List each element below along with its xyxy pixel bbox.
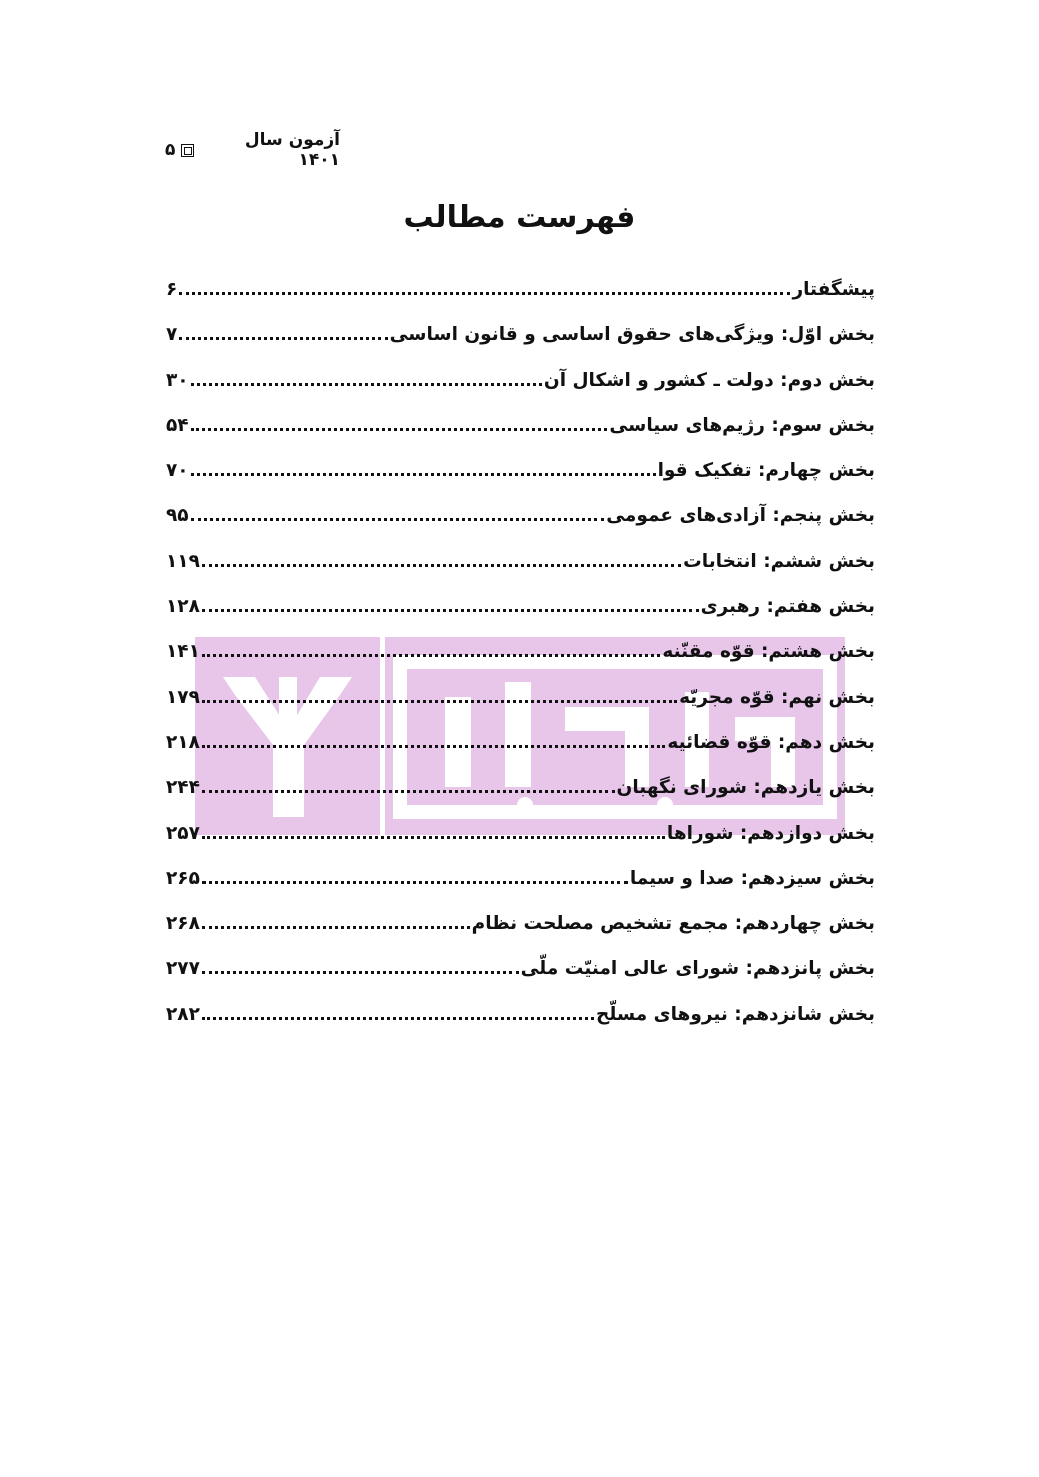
toc-entry[interactable] (166, 868, 875, 913)
toc-entry[interactable] (166, 551, 875, 596)
toc-entry[interactable] (166, 505, 875, 550)
toc-entry-label: بخش شانزدهم: نیروهای مسلّح (596, 1003, 875, 1025)
toc-entry-page-number: ۱۲۸ (166, 596, 200, 618)
toc-entry[interactable] (166, 415, 875, 460)
toc-dot-leader (191, 472, 656, 476)
page-title: فهرست مطالب (403, 200, 636, 235)
toc-dot-leader (202, 608, 699, 612)
toc-entry-page-number: ۲۵۷ (166, 822, 200, 844)
toc-entry-label: بخش اوّل: ویژگی‌های حقوق اساسی و قانون اساسی (389, 324, 875, 346)
toc-entry-label: پیشگفتار (792, 279, 875, 300)
toc-entry-page-number: ۱۱۹ (166, 550, 200, 572)
toc-entry-page-number: ۲۱۸ (166, 731, 200, 753)
toc-entry-label: بخش یازدهم: شورای نگهبان (616, 777, 875, 799)
toc-entry[interactable] (166, 823, 875, 868)
running-head (165, 130, 340, 170)
toc-dot-leader (202, 789, 615, 793)
toc-dot-leader (202, 925, 470, 929)
toc-entry-page-number: ۲۴۴ (166, 777, 200, 799)
toc-entry[interactable] (166, 641, 875, 686)
toc-entry-page-number: ۵۴ (166, 414, 189, 436)
toc-entry-page-number: ۲۸۲ (166, 1003, 200, 1025)
toc-dot-leader (202, 563, 681, 567)
toc-entry[interactable] (166, 279, 875, 324)
toc-entry-page-number: ۲۶۵ (166, 867, 200, 889)
toc-dot-leader (202, 970, 519, 974)
table-of-contents (166, 279, 875, 1049)
toc-entry-page-number: ۹۵ (166, 505, 189, 527)
toc-entry-page-number: ۲۶۸ (166, 913, 200, 935)
running-head-page-number: ۵ (165, 140, 176, 160)
toc-dot-leader (202, 880, 628, 884)
toc-entry-page-number: ۲۷۷ (166, 958, 200, 980)
toc-entry[interactable] (166, 324, 875, 369)
toc-entry-label: بخش هفتم: رهبری (700, 596, 875, 618)
toc-entry-label: بخش ششم: انتخابات (683, 550, 875, 572)
running-head-title: آزمون سال ۱۴۰۱ (244, 130, 340, 170)
toc-dot-leader (202, 699, 677, 703)
book-icon (181, 144, 194, 157)
toc-dot-leader (202, 653, 661, 657)
toc-entry[interactable] (166, 958, 875, 1003)
toc-entry-label: بخش سوم: رژیم‌های سیاسی (609, 414, 875, 436)
toc-dot-leader (191, 382, 542, 386)
toc-entry-page-number: ۳۰ (166, 369, 189, 391)
toc-entry[interactable] (166, 732, 875, 777)
toc-entry-label: بخش نهم: قوّه مجریّه (679, 686, 875, 708)
toc-entry-page-number: ۷۰ (166, 460, 189, 482)
toc-entry-page-number: ۷ (166, 324, 178, 346)
toc-entry-label: بخش دوم: دولت ـ کشور و اشکال آن (543, 369, 875, 391)
toc-entry[interactable] (166, 1004, 875, 1049)
toc-dot-leader (202, 744, 666, 748)
toc-entry-page-number: ۱۷۹ (166, 686, 200, 708)
toc-entry-label: بخش پانزدهم: شورای عالی امنیّت ملّی (520, 958, 875, 980)
toc-entry-label: بخش دهم: قوّه قضائیه (667, 731, 875, 753)
toc-entry[interactable] (166, 370, 875, 415)
toc-dot-leader (191, 517, 605, 521)
toc-entry-label: بخش سیزدهم: صدا و سیما (629, 867, 875, 889)
toc-entry[interactable] (166, 777, 875, 822)
toc-entry-label: بخش پنجم: آزادی‌های عمومی (606, 505, 875, 527)
toc-entry-label: بخش چهاردهم: مجمع تشخیص مصلحت نظام (471, 913, 875, 935)
toc-dot-leader (202, 1016, 594, 1020)
toc-entry[interactable] (166, 596, 875, 641)
toc-dot-leader (179, 291, 790, 295)
toc-entry-page-number: ۱۴۱ (166, 641, 200, 663)
toc-dot-leader (179, 336, 387, 340)
toc-dot-leader (191, 427, 608, 431)
toc-entry[interactable] (166, 913, 875, 958)
toc-entry-page-number: ۶ (166, 279, 178, 300)
toc-entry[interactable] (166, 687, 875, 732)
toc-entry-label: بخش هشتم: قوّه مقنّنه (662, 641, 875, 663)
toc-entry-label: بخش چهارم: تفکیک قوا (657, 460, 875, 482)
toc-entry[interactable] (166, 460, 875, 505)
toc-dot-leader (202, 835, 665, 839)
toc-entry-label: بخش دوازدهم: شوراها (666, 822, 875, 844)
